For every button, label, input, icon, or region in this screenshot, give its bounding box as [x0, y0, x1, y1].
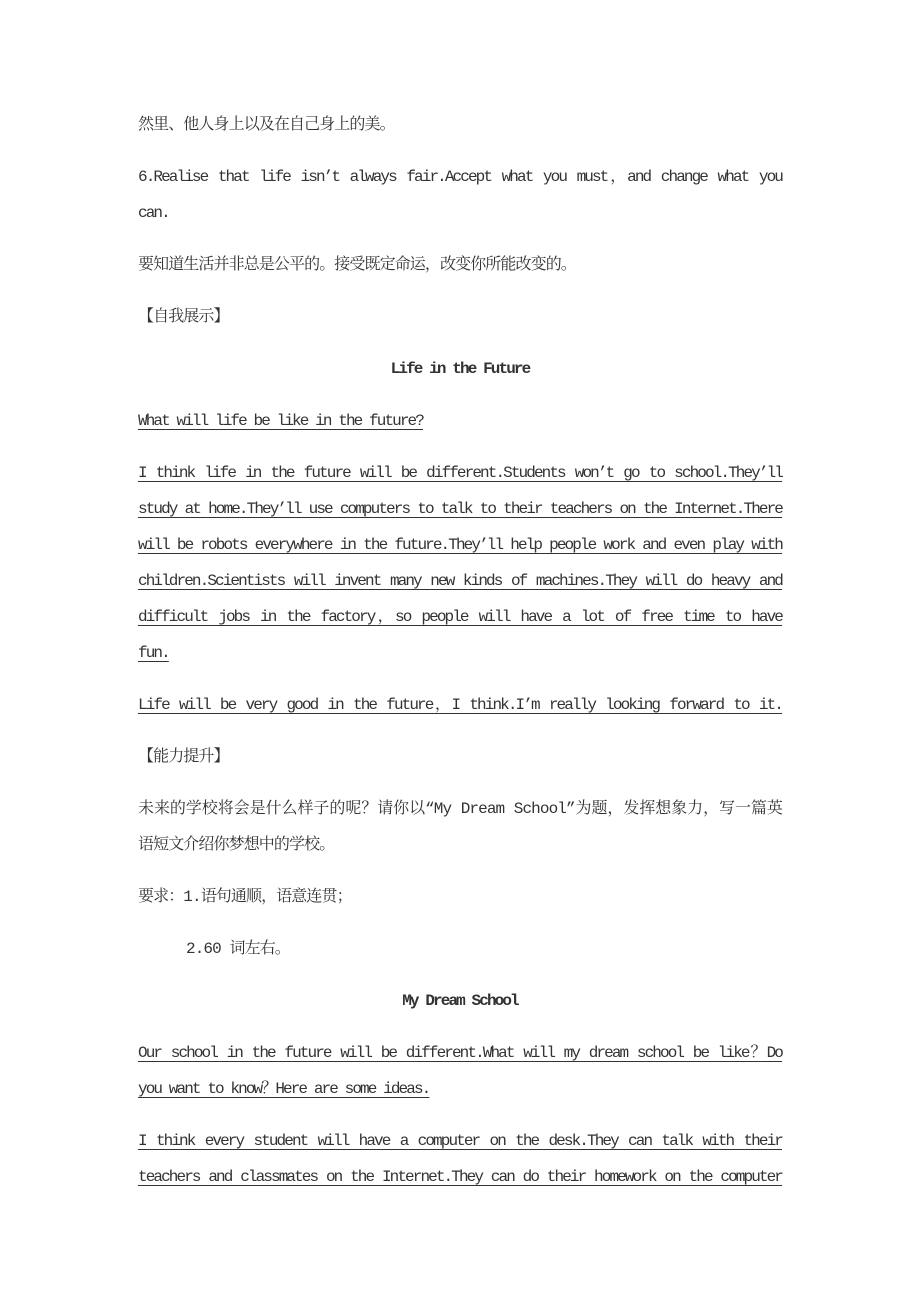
- essay1-closing-line: [138, 687, 782, 723]
- text-line: difficult jobs in the factory，so people will have a lot of free time to have: [138, 608, 782, 626]
- text-line: 要求：1.语句通顺，语意连贯；: [138, 888, 352, 906]
- text-line: children.Scientists will invent many new kinds of machines.They will do heavy and: [138, 572, 782, 590]
- text-line: can.: [138, 204, 169, 222]
- text-line: 【自我展示】: [138, 308, 229, 326]
- text-line: you want to know？Here are some ideas.: [138, 1080, 430, 1098]
- text-line: I think every student will have a computer on the desk.They can talk with their: [138, 1132, 782, 1150]
- essay1-body-paragraph: [138, 455, 782, 671]
- task-requirement-2: [138, 931, 782, 967]
- text-line: 未来的学校将会是什么样子的呢？请你以“My Dream School”为题，发挥想象力，写一篇英: [138, 800, 782, 818]
- text-line: teachers and classmates on the Internet.They can do their homework on the computer: [138, 1168, 782, 1186]
- text-line: 语短文介绍你梦想中的学校。: [138, 836, 335, 854]
- section-label-ability-improvement: [138, 739, 782, 775]
- task-requirement-1: [138, 879, 782, 915]
- tip-6-english: [138, 159, 782, 231]
- essay-title-my-dream-school: [138, 983, 782, 1019]
- text-line: 6.Realise that life isn’t always fair.Accept what you must，and change what you: [138, 168, 782, 186]
- tip-6-chinese-translation: [138, 247, 782, 283]
- text-line: study at home.They’ll use computers to talk to their teachers on the Internet.There: [138, 500, 782, 518]
- text-line: 然里、他人身上以及在自己身上的美。: [138, 116, 395, 134]
- text-line: My Dream School: [402, 992, 518, 1010]
- text-line: 2.60 词左右。: [186, 940, 290, 958]
- writing-task-description: [138, 791, 782, 863]
- text-line: Our school in the future will be different.What will my dream school be like？Do: [138, 1044, 782, 1062]
- text-line: What will life be like in the future?: [138, 412, 423, 430]
- text-line: 【能力提升】: [138, 748, 229, 766]
- text-line: fun.: [138, 644, 169, 662]
- essay-title-life-in-the-future: [138, 351, 782, 387]
- text-line: I think life in the future will be different.Students won’t go to school.They’ll: [138, 464, 782, 482]
- text-line: Life in the Future: [390, 360, 530, 378]
- text-line: 要知道生活并非总是公平的。接受既定命运，改变你所能改变的。: [138, 256, 576, 274]
- text-line: Life will be very good in the future，I think.I’m really looking forward to it.: [138, 696, 782, 714]
- chinese-note-continuation: [138, 107, 782, 143]
- essay2-body-paragraph: [138, 1123, 782, 1195]
- essay2-opening-paragraph: [138, 1035, 782, 1107]
- text-line: will be robots everywhere in the future.They’ll help people work and even play with: [138, 536, 782, 554]
- essay1-question-line: [138, 403, 782, 439]
- section-label-self-presentation: [138, 299, 782, 335]
